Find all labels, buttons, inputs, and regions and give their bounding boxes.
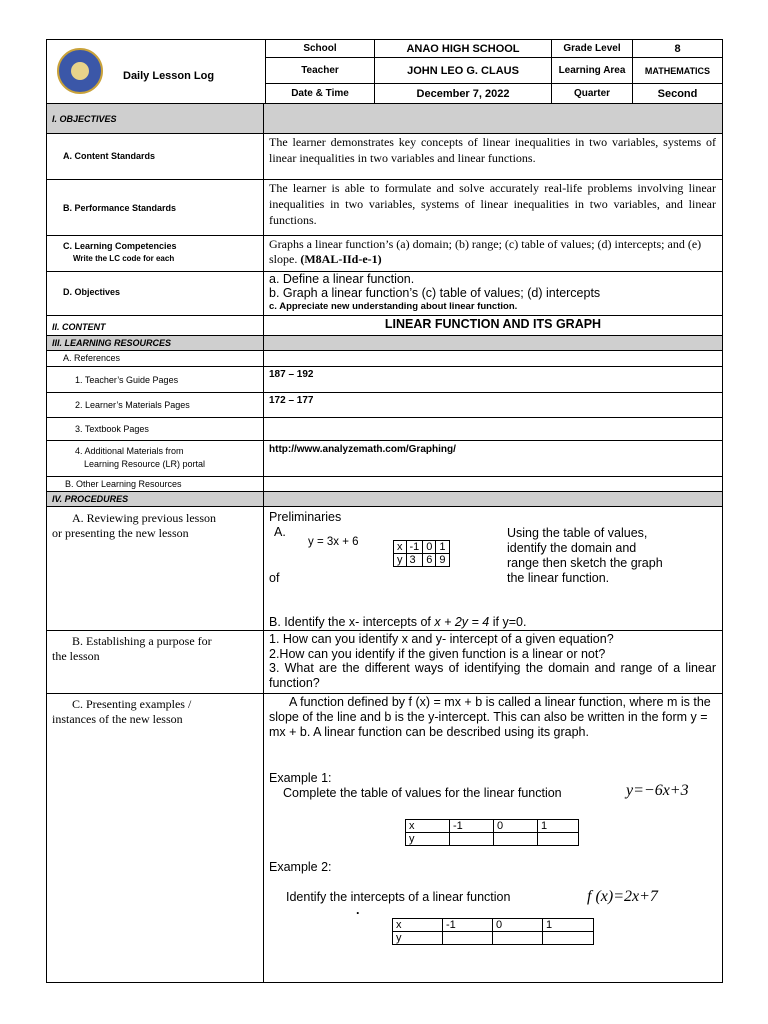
ex1-x-3: 1	[538, 820, 579, 833]
item-b-pre: B. Identify the x- intercepts of	[269, 615, 435, 629]
date-value: December 7, 2022	[375, 84, 552, 104]
review-x-2: 0	[423, 541, 436, 554]
review-y-header: y	[394, 554, 407, 567]
content-title: LINEAR FUNCTION AND ITS GRAPH	[384, 317, 602, 331]
grade-label: Grade Level	[552, 40, 633, 58]
section-procedures	[47, 492, 722, 507]
performance-standards-label: B. Performance Standards	[63, 203, 177, 213]
example2-dot: .	[356, 903, 360, 917]
competencies-text-wrap	[269, 237, 716, 267]
instruction-line4: the linear function.	[507, 571, 610, 585]
section-objectives	[47, 104, 722, 134]
review-y-1: 3	[406, 554, 423, 567]
review-of: of	[269, 571, 280, 585]
procedures-heading: IV. PROCEDURES	[52, 494, 129, 504]
row-teachers-guide	[47, 367, 722, 393]
purpose-questions	[269, 632, 716, 690]
example1-text: Complete the table of values for the linear function	[283, 786, 562, 800]
row-objectives	[47, 272, 722, 316]
ex2-y-1[interactable]	[443, 932, 493, 945]
competencies-sublabel: Write the LC code for each	[73, 254, 175, 263]
purpose-q1: 1. How can you identify x and y- intercept of a given equation?	[269, 632, 614, 646]
example2-text: Identify the intercepts of a linear function	[286, 890, 511, 904]
proc-b-label-line2: the lesson	[52, 649, 100, 663]
date-label: Date & Time	[266, 84, 375, 104]
row-references	[47, 351, 722, 367]
quarter-label: Quarter	[552, 84, 633, 104]
tg-value: 187 – 192	[269, 369, 314, 380]
review-equation: y = 3x + 6	[308, 536, 359, 548]
objectives-heading: I. OBJECTIVES	[52, 113, 117, 124]
textbook-label: 3. Textbook Pages	[75, 424, 149, 434]
item-b-post: if y=0.	[489, 615, 527, 629]
ex2-x-3: 1	[543, 919, 594, 932]
review-table	[393, 540, 450, 567]
deped-seal-icon	[57, 48, 103, 94]
example2-table	[392, 918, 594, 945]
linear-function-definition: A function defined by f (x) = mx + b is called a linear function, where m is the slope of the line and b is the y-intercept. This can also be written in the form y = mx + b. A linear function can be described using its graph.	[269, 695, 711, 739]
review-y-2: 6	[423, 554, 436, 567]
example2-equation: f (x)=2x+7	[587, 888, 658, 905]
purpose-q2: 2.How can you identify if the given function is a linear or not?	[269, 646, 606, 661]
row-textbook	[47, 418, 722, 441]
ex1-y-3[interactable]	[538, 833, 579, 846]
ex2-y-header: y	[393, 932, 443, 945]
ex2-x-header: x	[393, 919, 443, 932]
school-label: School	[266, 40, 375, 58]
proc-c-label-line1: C. Presenting examples /	[72, 697, 192, 711]
row-procedure-b	[47, 631, 722, 694]
review-x-header: x	[394, 541, 407, 554]
ex1-y-header: y	[406, 833, 450, 846]
item-b-equation: x + 2y = 4	[434, 615, 490, 629]
row-performance-standards	[47, 180, 722, 236]
references-label: A. References	[63, 353, 121, 363]
ex2-x-2: 0	[493, 919, 543, 932]
logo-cell	[47, 40, 266, 104]
instruction-line3: range then sketch the graph	[507, 556, 663, 570]
teacher-value: JOHN LEO G. CLAUS	[375, 58, 552, 84]
tg-label: 1. Teacher’s Guide Pages	[75, 375, 179, 385]
area-label: Learning Area	[552, 58, 633, 84]
lesson-grid	[46, 103, 723, 983]
instruction-line1: Using the table of values,	[507, 526, 648, 540]
row-procedure-c	[47, 694, 722, 982]
additional-label-line1: 4. Additional Materials from	[75, 446, 184, 456]
lm-value: 172 – 177	[269, 395, 314, 406]
ex2-y-3[interactable]	[543, 932, 594, 945]
grade-value: 8	[633, 40, 723, 58]
quarter-value: Second	[633, 84, 723, 104]
competencies-label: C. Learning Competencies	[63, 241, 177, 251]
ex2-x-1: -1	[443, 919, 493, 932]
other-resources-label: B. Other Learning Resources	[65, 479, 182, 489]
objective-a: a. Define a linear function.	[269, 272, 415, 286]
review-y-3: 9	[436, 554, 449, 567]
school-value: ANAO HIGH SCHOOL	[375, 40, 552, 58]
ex1-y-2[interactable]	[494, 833, 538, 846]
competencies-text: Graphs a linear function’s (a) domain; (b) range; (c) table of values; (d) intercepts; and (e) slope.	[269, 237, 702, 266]
resources-heading: III. LEARNING RESOURCES	[52, 338, 172, 348]
item-b	[269, 615, 526, 629]
proc-a-label-line2: or presenting the new lesson	[52, 526, 189, 540]
lm-label: 2. Learner’s Materials Pages	[75, 400, 190, 410]
example1-table	[405, 819, 579, 846]
additional-link[interactable]: http://www.analyzemath.com/Graphing/	[269, 444, 456, 455]
row-content	[47, 316, 722, 336]
performance-standards-text: The learner is able to formulate and solve accurately real-life problems involving linear inequalities in two variables, systems of linear inequalities in two variables, and linear functions.	[269, 181, 716, 227]
area-value: MATHEMATICS	[633, 58, 723, 84]
content-standards-label: A. Content Standards	[63, 151, 156, 161]
example2-title: Example 2:	[269, 860, 332, 874]
ex1-x-header: x	[406, 820, 450, 833]
review-x-3: 1	[436, 541, 449, 554]
objective-b: b. Graph a linear function’s (c) table of values; (d) intercepts	[269, 286, 601, 300]
example1-title: Example 1:	[269, 771, 332, 785]
content-heading: II. CONTENT	[52, 322, 106, 332]
review-x-1: -1	[406, 541, 423, 554]
competencies-code: (M8AL-IId-e-1)	[300, 252, 382, 266]
item-a: A.	[274, 525, 286, 539]
ex1-x-2: 0	[494, 820, 538, 833]
content-standards-text: The learner demonstrates key concepts of linear inequalities in two variables, systems of linear inequalities in two variables and linear functions.	[269, 135, 716, 165]
proc-a-label-line1: A. Reviewing previous lesson	[72, 511, 216, 525]
section-resources	[47, 336, 722, 351]
additional-label-line2: Learning Resource (LR) portal	[84, 459, 206, 469]
objective-c: c. Appreciate new understanding about linear function.	[269, 301, 518, 312]
header-table	[46, 39, 723, 103]
purpose-q3: 3. What are the different ways of identifying the domain and range of a linear function?	[269, 661, 716, 690]
ex1-x-1: -1	[450, 820, 494, 833]
row-learning-competencies	[47, 236, 722, 272]
row-procedure-a	[47, 507, 722, 631]
ex2-y-2[interactable]	[493, 932, 543, 945]
instruction-line2: identify the domain and	[507, 541, 637, 555]
preliminaries: Preliminaries	[269, 510, 342, 524]
example1-equation: y=−6x+3	[626, 782, 689, 799]
objectives-label: D. Objectives	[63, 287, 121, 297]
teacher-label: Teacher	[266, 58, 375, 84]
row-other-resources	[47, 477, 722, 492]
row-content-standards	[47, 134, 722, 180]
ex1-y-1[interactable]	[450, 833, 494, 846]
proc-b-label-line1: B. Establishing a purpose for	[72, 634, 212, 648]
log-title: Daily Lesson Log	[123, 70, 215, 82]
row-additional-materials	[47, 441, 722, 477]
proc-c-label-line2: instances of the new lesson	[52, 712, 183, 726]
row-learners-materials	[47, 393, 722, 418]
